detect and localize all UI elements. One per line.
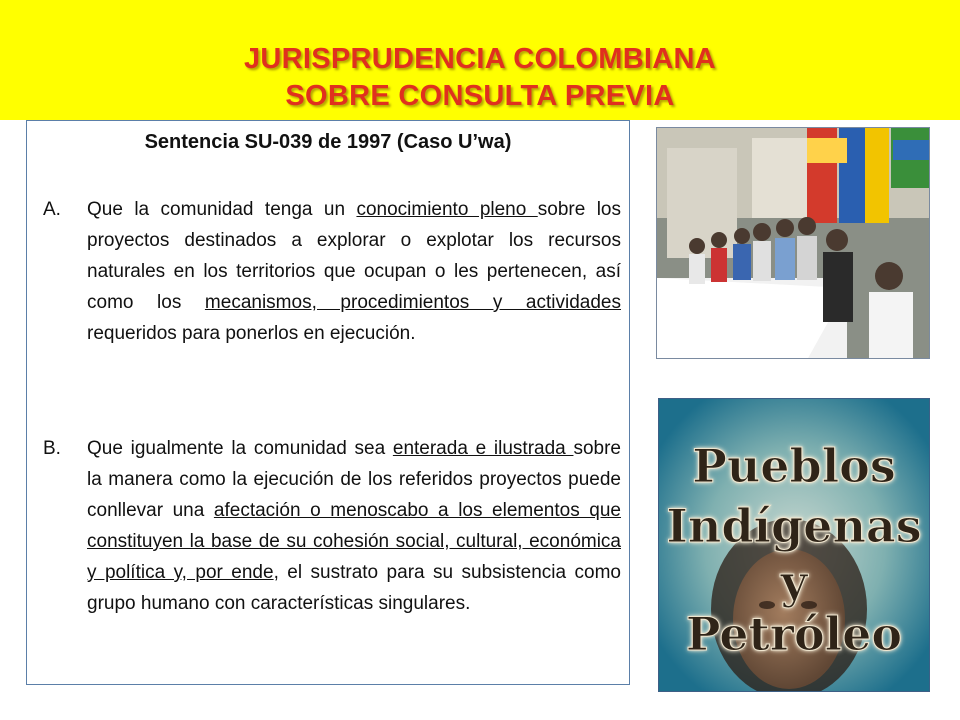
text-segment: requeridos para ponerlos en ejecución. xyxy=(87,323,416,344)
logo-word-2: Indígenas xyxy=(666,499,922,553)
text-segment: , el sustrato para su subsistencia como grupo humano con características singulares. xyxy=(87,562,621,614)
logo-word-3: y xyxy=(780,555,808,609)
list-item-b xyxy=(43,433,621,619)
list-item-a-text xyxy=(87,194,621,349)
list-marker-a: A. xyxy=(43,199,61,220)
underlined-text: enterada e ilustrada xyxy=(392,438,574,459)
list-marker-b: B. xyxy=(43,438,61,459)
list-item-a xyxy=(43,194,621,349)
text-segment: Que la comunidad tenga un xyxy=(87,199,357,220)
underlined-text: mecanismos, procedimientos y actividades xyxy=(204,292,621,313)
text-segment: sobre los proyectos destinados a explorar o explotar los recursos naturales en los territorios que ocupan o les pertenecen, así como los xyxy=(87,199,621,313)
indigenous-oil-logo xyxy=(658,398,930,692)
logo-word-1: Pueblos xyxy=(692,439,896,493)
list-item-b-text xyxy=(87,433,621,619)
ruling-heading: Sentencia SU-039 de 1997 (Caso U’wa) xyxy=(144,131,512,153)
banner-title-line1: JURISPRUDENCIA COLOMBIANA xyxy=(243,43,717,75)
title-banner xyxy=(0,0,960,120)
meeting-photo xyxy=(656,127,930,359)
underlined-text: conocimiento pleno xyxy=(356,199,538,220)
ruling-text-box xyxy=(26,120,630,685)
text-segment: Que igualmente la comunidad sea xyxy=(87,438,393,459)
meeting-photo-illustration xyxy=(657,128,930,359)
banner-title-line2: SOBRE CONSULTA PREVIA xyxy=(285,80,675,112)
underlined-text: afectación o menoscabo a los elementos que constituyen la base de su cohesión social, cultural, económica y política y, por ende xyxy=(87,500,621,583)
logo-word-4: Petróleo xyxy=(685,607,903,661)
text-segment: sobre la manera como la ejecución de los referidos proyectos puede conllevar una xyxy=(87,438,621,521)
